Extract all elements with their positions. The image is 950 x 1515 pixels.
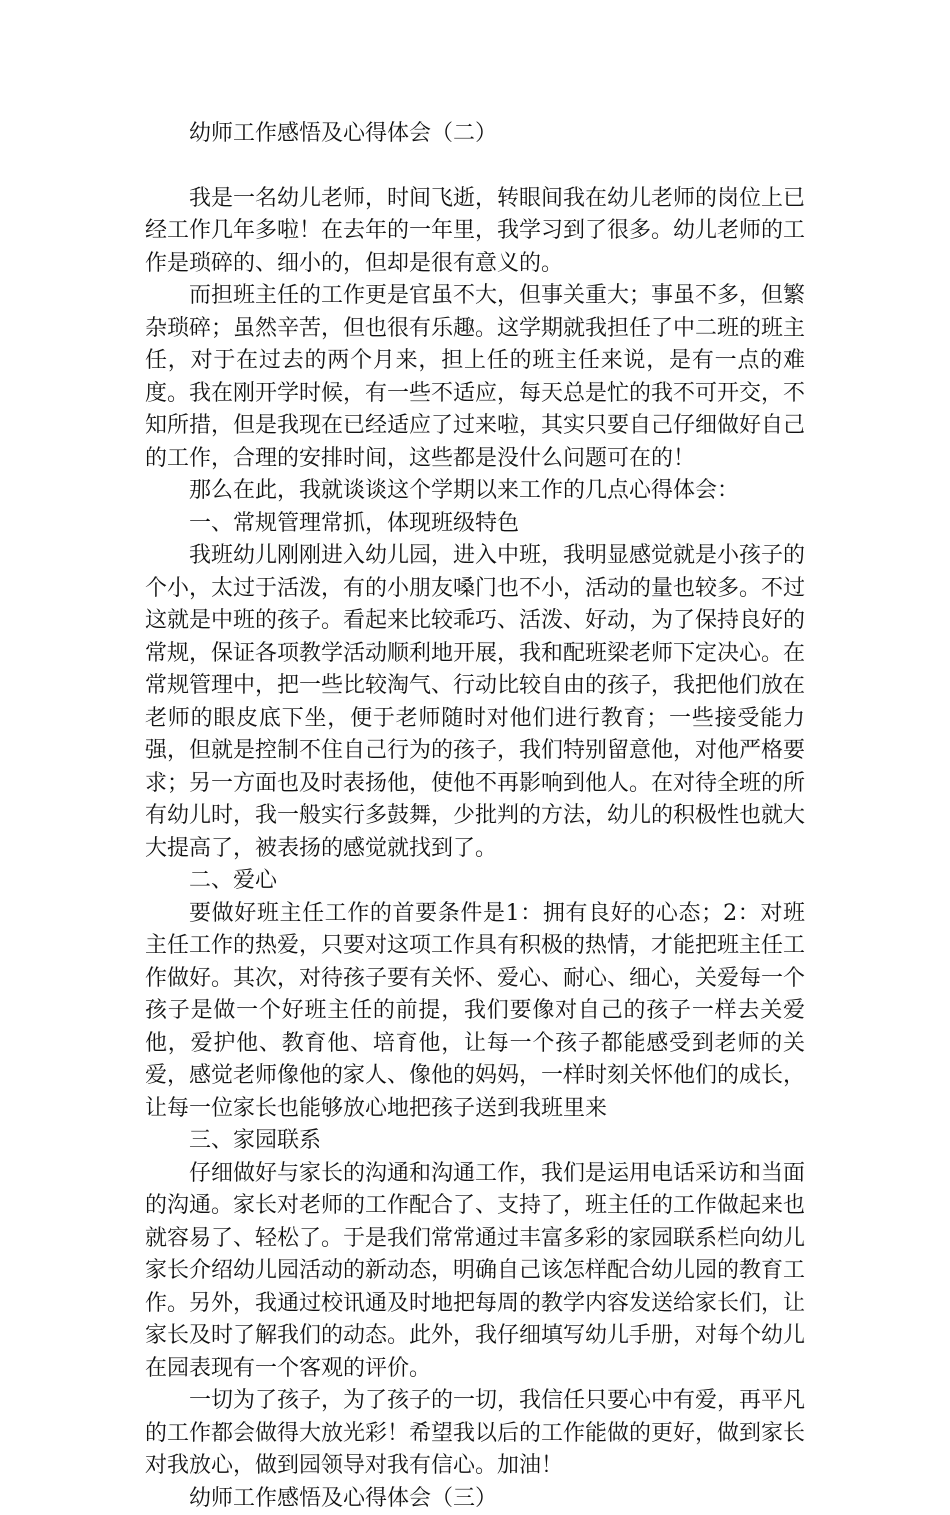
section-body-home-school: 仔细做好与家长的沟通和沟通工作，我们是运用电话采访和当面的沟通。家长对老师的工作配合了、支持了，班主任的工作做起来也就容易了、轻松了。于是我们常常通过丰富多彩的家园联系栏向幼儿家长介绍幼儿园活动的新动态，明确自己该怎样配合幼儿园的教育工作。另外，我通过校讯通及时地把每周的教学内容发送给家长们，让家长及时了解我们的动态。此外，我仔细填写幼儿手册，对每个幼儿在园表现有一个客观的评价。 bbox=[145, 1158, 805, 1386]
document-body bbox=[145, 118, 805, 1515]
paragraph-intro: 我是一名幼儿老师，时间飞逝，转眼间我在幼儿老师的岗位上已经工作几年多啦！在去年的一年里，我学习到了很多。幼儿老师的工作是琐碎的、细小的，但却是很有意义的。 bbox=[145, 183, 805, 281]
paragraph-closing: 一切为了孩子，为了孩子的一切，我信任只要心中有爱，再平凡的工作都会做得大放光彩！希望我以后的工作能做的更好，做到家长对我放心，做到园领导对我有信心。加油！ bbox=[145, 1385, 805, 1483]
next-document-title: 幼师工作感悟及心得体会（三） bbox=[145, 1483, 805, 1515]
section-heading-love: 二、爱心 bbox=[145, 865, 805, 898]
section-body-love: 要做好班主任工作的首要条件是1：拥有良好的心态；2：对班主任工作的热爱，只要对这项工作具有积极的热情，才能把班主任工作做好。其次，对待孩子要有关怀、爱心、耐心、细心，关爱每一个孩子是做一个好班主任的前提，我们要像对自己的孩子一样去关爱他，爱护他、教育他、培育他，让每一个孩子都能感受到老师的关爱，感觉老师像他的家人、像他的妈妈，一样时刻关怀他们的成长，让每一位家长也能够放心地把孩子送到我班里来 bbox=[145, 898, 805, 1126]
paragraph-lead-in: 那么在此，我就谈谈这个学期以来工作的几点心得体会： bbox=[145, 475, 805, 508]
paragraph-class-teacher: 而担班主任的工作更是官虽不大，但事关重大；事虽不多，但繁杂琐碎；虽然辛苦，但也很有乐趣。这学期就我担任了中二班的班主任，对于在过去的两个月来，担上任的班主任来说，是有一点的难度。我在刚开学时候，有一些不适应，每天总是忙的我不可开交，不知所措，但是我现在已经适应了过来啦，其实只要自己仔细做好自己的工作，合理的安排时间，这些都是没什么问题可在的！ bbox=[145, 280, 805, 475]
document-title: 幼师工作感悟及心得体会（二） bbox=[145, 118, 805, 151]
section-body-routine: 我班幼儿刚刚进入幼儿园，进入中班，我明显感觉就是小孩子的个小，太过于活泼，有的小朋友嗓门也不小，活动的量也较多。不过这就是中班的孩子。看起来比较乖巧、活泼、好动，为了保持良好的常规，保证各项教学活动顺利地开展，我和配班梁老师下定决心。在常规管理中，把一些比较淘气、行动比较自由的孩子，我把他们放在老师的眼皮底下坐，便于老师随时对他们进行教育；一些接受能力强，但就是控制不住自己行为的孩子，我们特别留意他，对他严格要求；另一方面也及时表扬他，使他不再影响到他人。在对待全班的所有幼儿时，我一般实行多鼓舞，少批判的方法，幼儿的积极性也就大大提高了，被表扬的感觉就找到了。 bbox=[145, 540, 805, 865]
section-heading-routine: 一、常规管理常抓，体现班级特色 bbox=[145, 508, 805, 541]
section-heading-home-school: 三、家园联系 bbox=[145, 1125, 805, 1158]
